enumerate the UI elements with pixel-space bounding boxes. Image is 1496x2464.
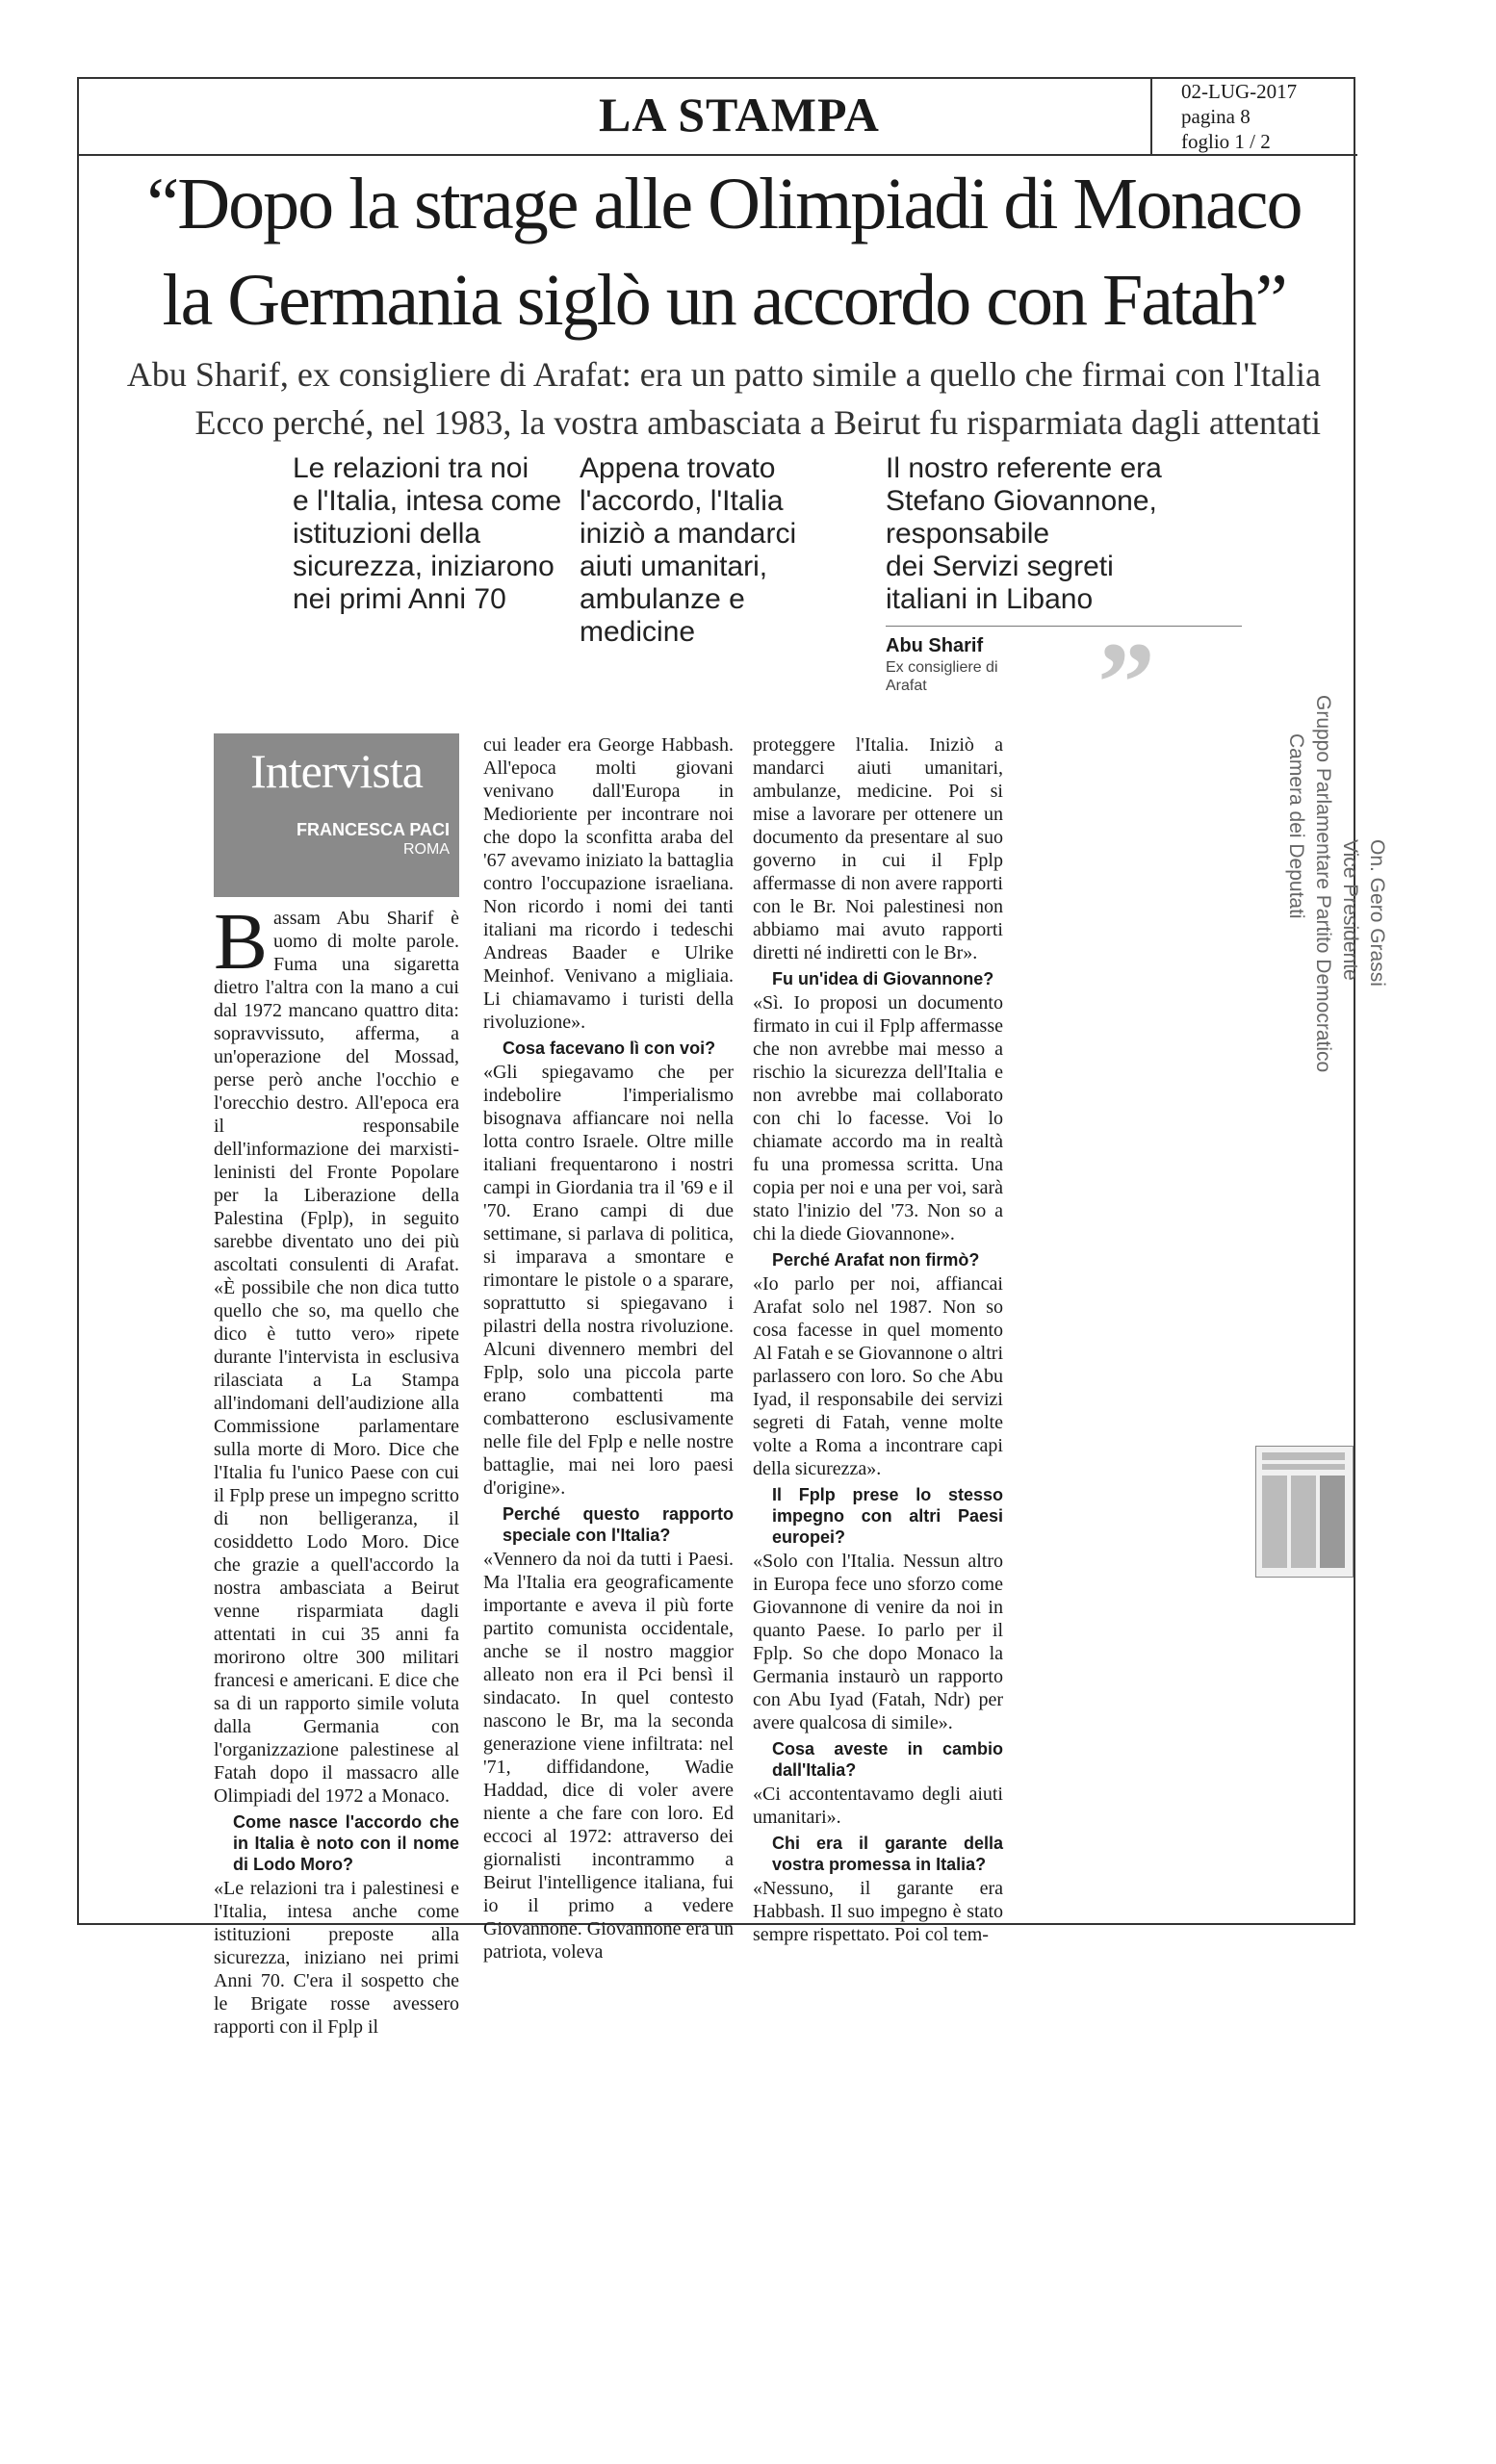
quote-line: Stefano Giovannone,	[886, 485, 1157, 517]
answer-paragraph: «Vennero da noi da tutti i Paesi. Ma l'Italia era geograficamente importante e aveva il più forte partito comunista occidentale, anche se il nostro maggior alleato non era il Pci bensì il sindacato. In quel contesto nascono le Br, ma la seconda generazione viene infiltrata: nel '71, diffidandone, Wadie Haddad, dice di voler avere niente a che fare con loro. Ed eccoci al 1972: attraverso dei giornalisti incontrammo a Beirut l'intelligence italiana, fui io il primo a vedere Giovannone. Giovannone era un patriota, voleva	[483, 1549, 734, 1963]
quote-line: italiani in Libano	[886, 583, 1094, 615]
article-column-3	[753, 733, 1003, 1946]
signature-divider	[886, 626, 1242, 627]
quote-line: dei Servizi segreti	[886, 551, 1114, 582]
headline-line-2: la Germania siglò un accordo con Fatah”	[162, 260, 1286, 341]
interview-question: Il Fplp prese lo stesso impegno con altri Paesi europei?	[772, 1485, 1003, 1547]
quote-line: nei primi Anni 70	[293, 583, 506, 615]
deputy-stamp	[1244, 695, 1398, 1099]
drop-cap: B	[214, 897, 269, 987]
clipping-date: 02-LUG-2017	[1181, 80, 1298, 103]
quote-line: responsabile	[886, 518, 1050, 550]
quote-line: Il nostro referente era	[886, 452, 1162, 484]
interview-question: Cosa aveste in cambio dall'Italia?	[772, 1739, 1003, 1780]
newspaper-name: LA STAMPA	[599, 88, 880, 141]
byline-author: FRANCESCA PACI	[296, 820, 450, 839]
interview-question: Chi era il garante della vostra promessa in Italia?	[772, 1834, 1003, 1874]
interview-question: Perché Arafat non firmò?	[772, 1250, 980, 1270]
byline-city: ROMA	[403, 841, 450, 858]
quote-line: iniziò a mandarci	[580, 518, 797, 550]
clipping-page: pagina 8	[1181, 105, 1251, 128]
lead-text: assam Abu Sharif è uomo di molte parole. Fuma una sigaretta dietro l'altra con la mano a cui dal 1972 mancano quattro dita: sopravvissuto, afferma, a un'operazione del Mossad, perse però anche l'occhio e l'orecchio destro. All'epoca era il responsabile dell'informazione dei marxisti-leninisti del Fronte Popolare per la Liberazione della Palestina (Fplp), in seguito sarebbe diventato uno dei più ascoltati consulenti di Arafat. «È possibile che non dica tutto quello che so, ma quello che dico è tutto vero» ripete durante l'intervista in esclusiva rilasciata a La Stampa all'indomani dell'audizione alla Commissione parlamentare sulla morte di Moro. Dice che l'Italia fu l'unico Paese con cui il Fplp prese un impegno scritto di non belligeranza, il cosiddetto Lodo Moro. Dice che grazie a quell'accordo la nostra ambasciata a Beirut venne risparmiata dagli attentati in cui 35 anni fa morirono oltre 300 militari francesi e americani. E dice che sa di un rapporto simile voluta dalla Germania con l'organizzazione palestinese al Fatah dopo il massacro alle Olimpiadi del 1972 a Monaco.	[214, 908, 459, 1807]
interview-question: Come nasce l'accordo che in Italia è noto con il nome di Lodo Moro?	[233, 1812, 459, 1874]
answer-paragraph: «Io parlo per noi, affiancai Arafat solo nel 1987. Non so cosa facesse in quel momento Al Fatah e se Giovannone o altri parlassero con loro. So che Abu Iyad, il responsabile dei servizi segreti di Fatah, venne molte volte a Roma a incontrare capi della sicurezza».	[753, 1273, 1003, 1479]
pull-quote-2	[580, 452, 868, 649]
pull-quote-1	[293, 452, 562, 616]
clipping-meta	[1150, 77, 1357, 154]
pull-quote-3	[886, 452, 1194, 616]
quote-line: istituzioni della	[293, 518, 481, 550]
quote-line: sicurezza, iniziarono	[293, 551, 555, 582]
subhead-line-1: Abu Sharif, ex consigliere di Arafat: era un patto simile a quello che firmai con l'Italia	[126, 355, 1321, 394]
quote-line: Appena trovato	[580, 452, 776, 484]
interview-question: Fu un'idea di Giovannone?	[772, 969, 994, 988]
quote-mark-icon: ”	[1097, 618, 1155, 746]
quote-line: e l'Italia, intesa come	[293, 485, 562, 517]
article-column-1	[214, 897, 459, 2039]
badge-title: Intervista	[250, 744, 423, 798]
answer-paragraph: «Le relazioni tra i palestinesi e l'Italia, intesa anche come istituzioni preposte alla sicurezza, iniziano nei primi Anni 70. C'era il sospetto che le Brigate rosse avessero rapporti con il Fplp il	[214, 1878, 459, 2038]
clipping-sheet: foglio 1 / 2	[1181, 130, 1271, 153]
signature-role: Ex consigliere di Arafat	[886, 659, 998, 694]
interview-question: Cosa facevano lì con voi?	[503, 1039, 716, 1058]
quote-line: aiuti umanitari,	[580, 551, 768, 582]
interview-badge	[214, 733, 459, 897]
answer-paragraph: «Ci accontentavamo degli aiuti umanitari».	[753, 1784, 1003, 1828]
answer-paragraph: «Sì. Io proposi un documento firmato in cui il Fplp affermasse che non avrebbe mai messo a rischio la sicurezza dell'Italia e non avrebbe mai collaborato con chi lo facesse. Voi lo chiamate accordo ma in realtà fu una promessa scritta. Una copia per noi e una per voi, sarà stato l'inizio del '73. Non so a chi la diede Giovannone».	[753, 992, 1003, 1245]
stamp-line-3: Gruppo Parlamentare Partito Democratico	[1312, 695, 1334, 1073]
quote-line: ambulanze e medicine	[580, 583, 745, 648]
answer-paragraph: «Solo con l'Italia. Nessun altro in Europa fece uno sforzo come Giovannone di venire da noi in quanto Paese. Io parlo per il Fplp. So che dopo Monaco la Germania instaurò un rapporto con Abu Iyad (Fatah, Ndr) per avere qualcosa di simile».	[753, 1551, 1003, 1733]
answer-paragraph: proteggere l'Italia. Iniziò a mandarci aiuti umanitari, ambulanze, medicine. Poi si mise a lavorare per ottenere un documento da presentare al suo governo in cui il Fplp affermasse di non avere rapporti con le Br. Noi palestinesi non abbiamo mai avuto rapporti diretti né indiretti con le Br».	[753, 734, 1003, 963]
subhead-line-2: Ecco perché, nel 1983, la vostra ambasciata a Beirut fu risparmiata dagli attentati	[194, 403, 1321, 442]
answer-paragraph: «Nessuno, il garante era Habbash. Il suo impegno è stato sempre rispettato. Poi col tem-	[753, 1878, 1003, 1945]
quote-line: l'accordo, l'Italia	[580, 485, 784, 517]
headline-line-1: “Dopo la strage alle Olimpiadi di Monaco	[146, 164, 1302, 244]
subheadline	[117, 350, 1321, 447]
page-thumbnail	[1255, 1446, 1354, 1578]
interview-question: Perché questo rapporto speciale con l'Italia?	[503, 1504, 734, 1545]
article-column-2	[483, 733, 734, 1964]
answer-paragraph: cui leader era George Habbash. All'epoca molti giovani venivano dall'Europa in Medioriente per incontrare noi che dopo la sconfitta araba del '67 avevamo iniziato la battaglia contro l'occupazione israeliana. Non ricordo i nomi dei tanti italiani ma ricordo i tedeschi Andreas Baader e Ulrike Meinhof. Venivano a migliaia. Li chiamavamo i turisti della rivoluzione».	[483, 734, 734, 1033]
answer-paragraph: «Gli spiegavamo che per indebolire l'imperialismo bisognava affiancare noi nella lotta contro Israele. Oltre mille italiani frequentarono i nostri campi in Giordania tra il '69 e il '70. Erano campi di due settimane, si parlava di politica, si imparava a smontare e rimontare le pistole o a sparare, soprattutto si spiegavano i pilastri della nostra rivoluzione. Alcuni divennero membri del Fplp, solo una piccola parte erano combattenti ma combatterono esclusivamente nelle file del Fplp e nelle nostre battaglie, mai nei loro paesi d'origine».	[483, 1062, 734, 1499]
signature-name: Abu Sharif	[886, 635, 984, 656]
quote-line: Le relazioni tra noi	[293, 452, 529, 484]
headline	[98, 156, 1350, 348]
masthead	[79, 79, 1357, 156]
stamp-line-4: Camera dei Deputati	[1285, 733, 1307, 919]
lead-paragraph	[214, 897, 459, 1808]
clipping-frame	[77, 77, 1388, 2038]
stamp-line-2: Vice Presidente	[1339, 839, 1361, 981]
stamp-line-1: On. Gero Grassi	[1366, 839, 1388, 987]
